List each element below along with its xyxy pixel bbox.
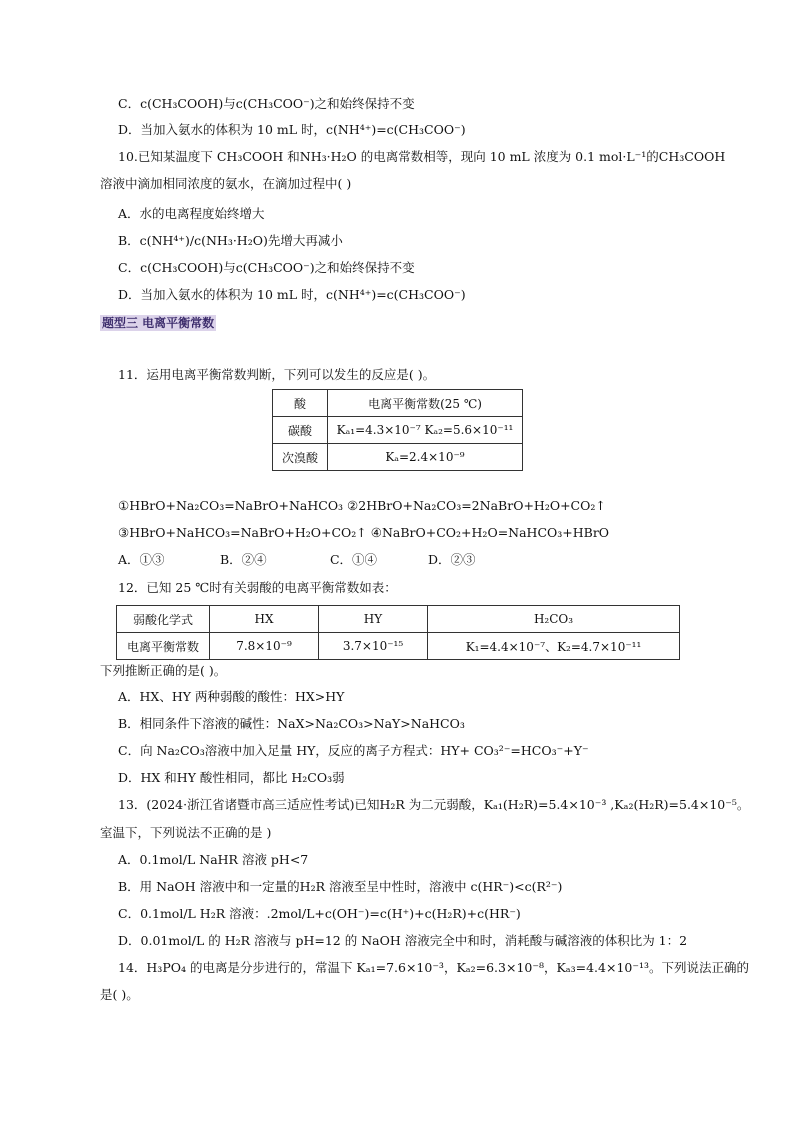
q12-option-c: C．向 Na₂CO₃溶液中加入足量 HY，反应的离子方程式：HY+ CO₃²⁻=HCO₃⁻+Y⁻ — [118, 743, 589, 758]
table-cell: 次溴酸 — [273, 444, 328, 471]
q11-options — [118, 552, 475, 568]
q9-option-d: D．当加入氨水的体积为 10 mL 时，c(NH⁴⁺)=c(CH₃COO⁻) — [118, 122, 466, 137]
table-header-cell: 弱酸化学式 — [117, 606, 210, 633]
q14-stem-line1: 14．H₃PO₄ 的电离是分步进行的，常温下 Kₐ₁=7.6×10⁻³，Kₐ₂=6.3×10⁻⁸，Kₐ₃=4.4×10⁻¹³。下列说法正确的 — [118, 960, 749, 975]
q11-option-d: D．②③ — [427, 552, 476, 567]
table-header-cell: HY — [319, 606, 428, 633]
q11-stem: 11．运用电离平衡常数判断，下列可以发生的反应是( )。 — [118, 367, 436, 382]
q10-option-b: B．c(NH⁴⁺)/c(NH₃·H₂O)先增大再减小 — [118, 233, 343, 248]
table-header-cell: H₂CO₃ — [428, 606, 680, 633]
q14-stem-line2: 是( )。 — [100, 987, 139, 1002]
table-cell: 3.7×10⁻¹⁵ — [319, 633, 428, 660]
q12-stem: 12．已知 25 ℃时有关弱酸的电离平衡常数如表： — [118, 580, 397, 595]
q11-reactions-line2: ③HBrO+NaHCO₃=NaBrO+H₂O+CO₂↑ ④NaBrO+CO₂+H₂O=NaHCO₃+HBrO — [118, 525, 610, 540]
q12-option-a: A．HX、HY 两种弱酸的酸性：HX>HY — [118, 689, 345, 704]
q13-option-c: C．0.1mol/L H₂R 溶液：.2mol/L+c(OH⁻)=c(H⁺)+c(H₂R)+c(HR⁻) — [118, 906, 521, 921]
q10-option-c: C．c(CH₃COOH)与c(CH₃COO⁻)之和始终保持不变 — [118, 260, 415, 275]
q10-stem-line1: 10.已知某温度下 CH₃COOH 和NH₃·H₂O 的电离常数相等，现向 10 mL 浓度为 0.1 mol·L⁻¹的CH₃COOH — [118, 149, 726, 164]
table-header-cell: 酸 — [273, 390, 328, 417]
q11-option-c: C．①④ — [329, 552, 378, 567]
q10-option-a: A．水的电离程度始终增大 — [118, 206, 265, 221]
q11-option-b: B．②④ — [219, 552, 267, 567]
section-tag: 题型三 电离平衡常数 — [102, 316, 215, 330]
q13-option-b: B．用 NaOH 溶液中和一定量的H₂R 溶液至呈中性时，溶液中 c(HR⁻)<c(R²⁻) — [118, 879, 563, 894]
q13-stem-line2: 室温下，下列说法不正确的是 ) — [100, 825, 272, 840]
q13-option-a: A．0.1mol/L NaHR 溶液 pH<7 — [118, 852, 309, 867]
q12-option-b: B．相同条件下溶液的碱性：NaX>Na₂CO₃>NaY>NaHCO₃ — [118, 716, 465, 731]
table-cell: Kₐ=2.4×10⁻⁹ — [328, 444, 523, 471]
q12-table — [116, 605, 680, 660]
table-header-cell: 电离平衡常数(25 ℃) — [328, 390, 523, 417]
table-cell: 电离平衡常数 — [117, 633, 210, 660]
table-header-cell: HX — [210, 606, 319, 633]
q10-stem-line2: 溶液中滴加相同浓度的氨水，在滴加过程中( ) — [100, 176, 352, 191]
q10-option-d: D．当加入氨水的体积为 10 mL 时，c(NH⁴⁺)=c(CH₃COO⁻) — [118, 287, 466, 302]
table-cell: 碳酸 — [273, 417, 328, 444]
q11-table — [272, 389, 523, 471]
q9-option-c: C．c(CH₃COOH)与c(CH₃COO⁻)之和始终保持不变 — [118, 96, 415, 111]
q11-option-a: A．①③ — [118, 552, 165, 567]
q11-reactions-line1: ①HBrO+Na₂CO₃=NaBrO+NaHCO₃ ②2HBrO+Na₂CO₃=2NaBrO+H₂O+CO₂↑ — [118, 498, 606, 513]
table-cell: 7.8×10⁻⁹ — [210, 633, 319, 660]
q12-option-d: D．HX 和HY 酸性相同，都比 H₂CO₃弱 — [118, 770, 345, 785]
q13-stem-line1: 13．(2024·浙江省诸暨市高三适应性考试)已知H₂R 为二元弱酸，Kₐ₁(H₂R)=5.4×10⁻³ ,Kₐ₂(H₂R)=5.4×10⁻⁵。 — [118, 797, 750, 812]
q12-prompt: 下列推断正确的是( )。 — [100, 663, 227, 678]
table-cell: K₁=4.4×10⁻⁷、K₂=4.7×10⁻¹¹ — [428, 633, 680, 660]
table-cell: Kₐ₁=4.3×10⁻⁷ Kₐ₂=5.6×10⁻¹¹ — [328, 417, 523, 444]
q13-option-d: D．0.01mol/L 的 H₂R 溶液与 pH=12 的 NaOH 溶液完全中和时，消耗酸与碱溶液的体积比为 1：2 — [118, 933, 688, 948]
